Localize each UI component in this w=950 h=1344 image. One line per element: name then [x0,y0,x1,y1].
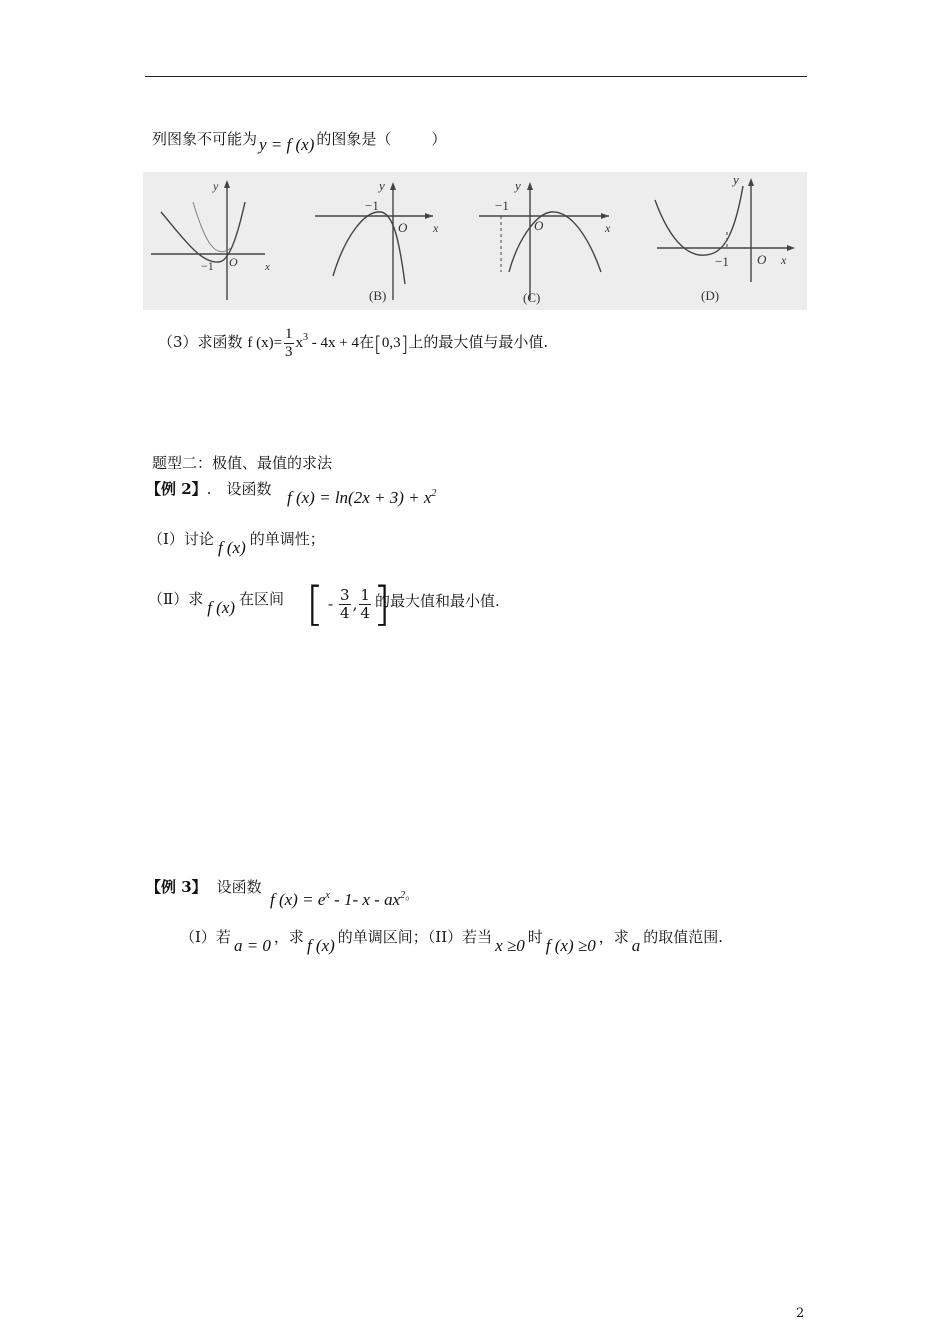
panel-c-x-label: x [605,221,611,235]
ex3-part2-var: a [631,936,641,955]
ex2-frac1-num: 3 [340,585,350,604]
panel-d-origin: O [757,252,767,267]
example-3-label: 【例 3】 [146,878,207,896]
ex2-int-comma: , [352,595,358,613]
section-heading-type2: 题型二：极值、最值的求法 [152,454,333,472]
ex2-part1-func: f (x) [217,538,246,557]
header-rule [145,76,807,77]
panel-d-curve [655,186,743,255]
ex2-part2-func: f (x) [207,598,236,617]
ex2-frac2-den: 4 [360,603,370,622]
q3-term1: x [295,334,304,351]
example-2-intro-text: . 设函数 [206,480,272,498]
ex2-frac1-den: 4 [340,603,350,622]
q3-interval-values: 0,3 [381,334,401,351]
panel-b-letter: (B) [369,288,387,303]
ex3-formula-exp2: 2 [400,890,406,901]
example-3-intro [146,876,262,897]
figure-graph-options [143,172,807,310]
panel-a-y-label: y [213,179,219,193]
panel-c-letter: (C) [523,290,541,305]
example-2-formula [287,488,436,508]
example-2-part2 [148,588,285,617]
ex3-formula-exp: x [325,890,330,901]
q3-frac-num: 1 [285,326,293,342]
ex2-part2-prefix: （Ⅱ）求 [148,590,204,608]
ex3-part2-suffix: 的取值范围. [643,928,724,946]
ex3-formula-end: 。 [405,888,418,902]
ex3-part1-suffix: 的单调区间；（II）若当 [337,928,493,946]
q3-prefix: （3）求函数 [158,332,243,351]
ex2-frac2-num: 1 [360,585,370,604]
panel-b-curve [333,212,405,284]
ex2-part2-suffix: 的最大值和最小值. [375,592,500,610]
ex2-part1-suffix: 的单调性； [249,530,325,548]
ex3-part1-func: f (x) [306,936,335,955]
panel-c-y-label: y [515,178,521,193]
panel-b-x-label: x [433,221,439,235]
question-3 [158,326,548,361]
panel-c-curve [509,212,601,272]
ex3-part2-when: 时 [527,928,543,946]
panel-c-tick: −1 [495,198,509,213]
panel-d-tick: −1 [715,254,729,269]
panel-a-x-label: x [265,261,270,273]
example-2-label: 【例 2】 [146,480,207,498]
graph-options-svg [143,172,807,310]
ex3-cond1: a = 0 [233,936,271,955]
ex2-part1-prefix: （Ⅰ）讨论 [148,530,214,548]
page-number: 2 [796,1306,805,1321]
example-3-formula [270,886,417,910]
question-text: 列图象不可能为 [152,130,258,148]
ex3-cond3: f (x) ≥0 [545,936,596,955]
answer-blank-close: ） [431,130,447,148]
q3-formula [247,326,359,360]
example-2-part1 [148,528,325,557]
example-2-intro [146,478,271,499]
ex2-interval: [ - $\frac{3}{4}$ , $\frac{1}{4}$ ] [306,577,391,631]
q3-at: 在 [359,332,375,351]
ex2-frac2 [359,587,371,622]
ex2-int-minus: - [327,595,334,613]
q3-fraction [284,326,294,361]
panel-a-curve-1 [161,202,245,262]
panel-d-y-label: y [733,172,739,187]
panel-b-y-label: y [379,178,385,193]
formula-y-eq-fx: y = f (x) [259,135,315,154]
ex3-formula-text: f (x) = e [270,890,326,909]
panel-a-origin: O [229,255,238,269]
example-3-intro-text: 设函数 [216,878,262,896]
panel-c-origin: O [534,218,544,233]
ex2-part2-mid: 在区间 [239,590,285,608]
q3-rest: - 4x + 4 [308,334,359,351]
panel-d-x-label: x [781,253,787,267]
question-graph-choice [152,128,447,154]
ex3-formula-rest: - 1- x - ax [329,890,401,909]
ex3-part1-mid: ，求 [273,928,304,946]
q3-suffix: 上的最大值与最小值. [408,332,549,351]
ex2-frac1 [339,587,351,622]
q3-term1-exp: 3 [303,331,309,343]
panel-a-tick: −1 [201,259,214,273]
ex2-formula-exp: 2 [431,488,437,499]
q3-frac-den: 3 [285,344,293,360]
panel-b-origin: O [398,220,408,235]
ex3-part1-prefix: （I）若 [180,928,231,946]
graph-panel-a [151,184,265,300]
ex2-formula-text: f (x) = ln(2x + 3) + x [287,488,432,507]
panel-d-letter: (D) [701,288,720,303]
q3-lhs: f (x)= [247,334,283,351]
panel-a-curve-2 [193,202,231,252]
panel-b-tick: −1 [365,198,379,213]
ex3-part2-mid: ，求 [598,928,629,946]
ex3-cond2: x ≥0 [495,936,525,955]
example-3-parts [180,926,724,955]
question-text-suffix: 的图象是（ [316,130,392,148]
q3-interval: [0,3] [374,331,409,356]
